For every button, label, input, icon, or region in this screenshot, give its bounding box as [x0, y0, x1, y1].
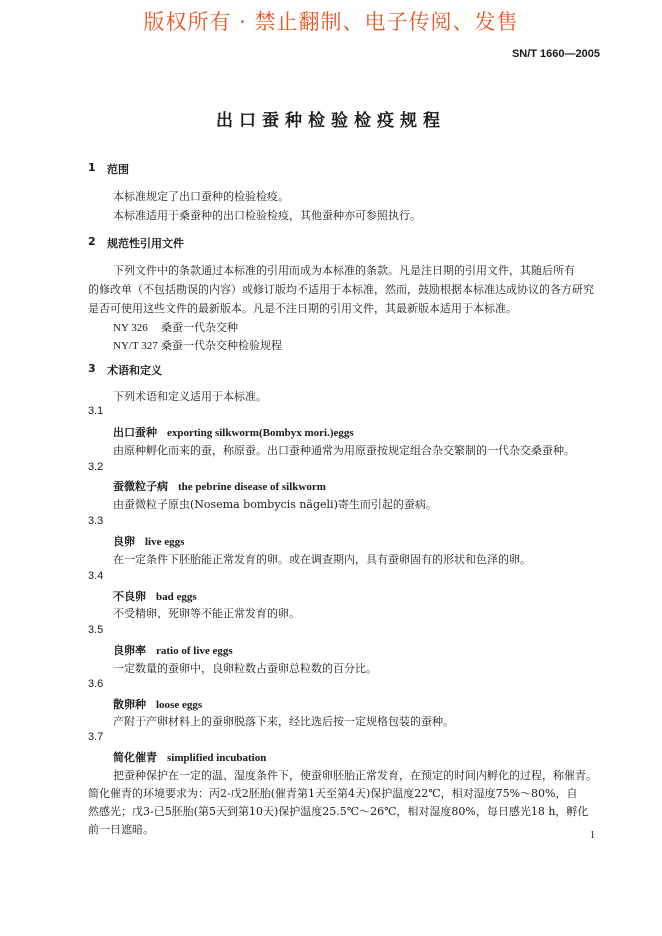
term-number: 3.2: [88, 461, 104, 473]
copyright-watermark: 版权所有 · 禁止翻制、电子传阅、发售: [143, 10, 519, 34]
term-number: 3.5: [88, 624, 104, 636]
section-title-scope: 范围: [107, 163, 129, 176]
term-chinese: 良卵: [113, 535, 135, 548]
term-definition: 由蚕微粒子原虫(Nosema bombycis nägeli)寄生而引起的蚕病。: [113, 498, 437, 511]
paragraph-line: 本标准规定了出口蚕种的检验检疫。: [113, 190, 289, 203]
term-chinese: 简化催青: [113, 751, 157, 764]
term-heading: [113, 696, 202, 712]
term-definition: 前一日遮暗。: [88, 823, 154, 836]
reference-code: NY 326: [113, 322, 148, 334]
term-definition: 一定数量的蚕卵中，良卵粒数占蚕卵总粒数的百分比。: [113, 662, 377, 675]
term-heading: [113, 588, 197, 604]
term-definition: 把蚕种保护在一定的温、湿度条件下，使蚕卵胚胎正常发育，在预定的时间内孵化的过程，称催青。: [113, 769, 597, 782]
term-chinese: 蚕微粒子病: [113, 480, 168, 493]
paragraph-line: 的修改单（不包括勘误的内容）或修订版均不适用于本标准，然而，鼓励根据本标准达成协议的各方研究: [88, 283, 594, 296]
term-number: 3.6: [88, 678, 104, 690]
term-heading: [113, 642, 233, 658]
paragraph-line: 本标准适用于桑蚕种的出口检验检疫，其他蚕种亦可参照执行。: [113, 209, 421, 222]
page-number: 1: [590, 830, 595, 841]
term-definition: 然感光；戊3-已5胚胎(第5天到第10天)保护温度25.5℃～26℃，相对湿度80%，每日感光18 h，孵化: [88, 805, 589, 818]
section-title-terms: 术语和定义: [107, 364, 162, 377]
term-definition: 产附于产卵材料上的蚕卵脱落下来，经比选后按一定规格包装的蚕种。: [113, 715, 454, 728]
reference-code: NY/T 327: [113, 340, 158, 352]
term-chinese: 良卵率: [113, 644, 146, 657]
term-english: bad eggs: [156, 591, 197, 603]
term-english: loose eggs: [156, 699, 203, 711]
term-english: the pebrine disease of silkworm: [178, 481, 326, 493]
term-definition: 不受精卵、死卵等不能正常发育的卵。: [113, 607, 300, 620]
term-chinese: 不良卵: [113, 590, 146, 603]
reference-name: 桑蚕一代杂交种: [161, 321, 238, 334]
term-number: 3.3: [88, 515, 104, 527]
section-number: 2: [88, 235, 96, 248]
section-title-normative-references: 规范性引用文件: [107, 237, 184, 250]
term-heading: [113, 749, 266, 765]
term-number: 3.1: [88, 405, 104, 417]
term-heading: [113, 533, 184, 549]
term-english: live eggs: [145, 536, 185, 548]
paragraph-line: 是否可使用这些文件的最新版本。凡是不注日期的引用文件，其最新版本适用于本标准。: [88, 302, 517, 315]
term-chinese: 散卵种: [113, 698, 146, 711]
paragraph-line: 下列术语和定义适用于本标准。: [113, 390, 267, 403]
paragraph-line: 下列文件中的条款通过本标准的引用而成为本标准的条款。凡是注日期的引用文件，其随后所有: [113, 264, 575, 277]
term-english: exporting silkworm(Bombyx mori.)eggs: [167, 427, 354, 439]
term-heading: [113, 424, 354, 440]
term-english: ratio of live eggs: [156, 645, 233, 657]
document-title: 出口蚕种检验检疫规程: [216, 111, 446, 131]
term-number: 3.7: [88, 731, 104, 743]
term-definition: 简化催青的环境要求为：丙2-戊2胚胎(催青第1天至第4天)保护温度22℃，相对湿度75%～80%，自: [88, 787, 578, 800]
reference-item: [113, 337, 282, 353]
term-number: 3.4: [88, 570, 104, 582]
standard-number: SN/T 1660—2005: [511, 48, 600, 60]
section-number: 1: [88, 161, 96, 174]
term-chinese: 出口蚕种: [113, 426, 157, 439]
reference-item: [113, 319, 238, 335]
term-definition: 由原种孵化而来的蚕，称原蚕。出口蚕种通常为用原蚕按规定组合杂交繁制的一代杂交桑蚕种。: [113, 444, 575, 457]
term-english: simplified incubation: [167, 752, 267, 764]
section-number: 3: [88, 362, 96, 375]
reference-name: 桑蚕一代杂交种检验规程: [161, 339, 282, 352]
term-definition: 在一定条件下胚胎能正常发育的卵。或在调查期内，具有蚕卵固有的形状和色泽的卵。: [113, 553, 531, 566]
term-heading: [113, 478, 326, 494]
